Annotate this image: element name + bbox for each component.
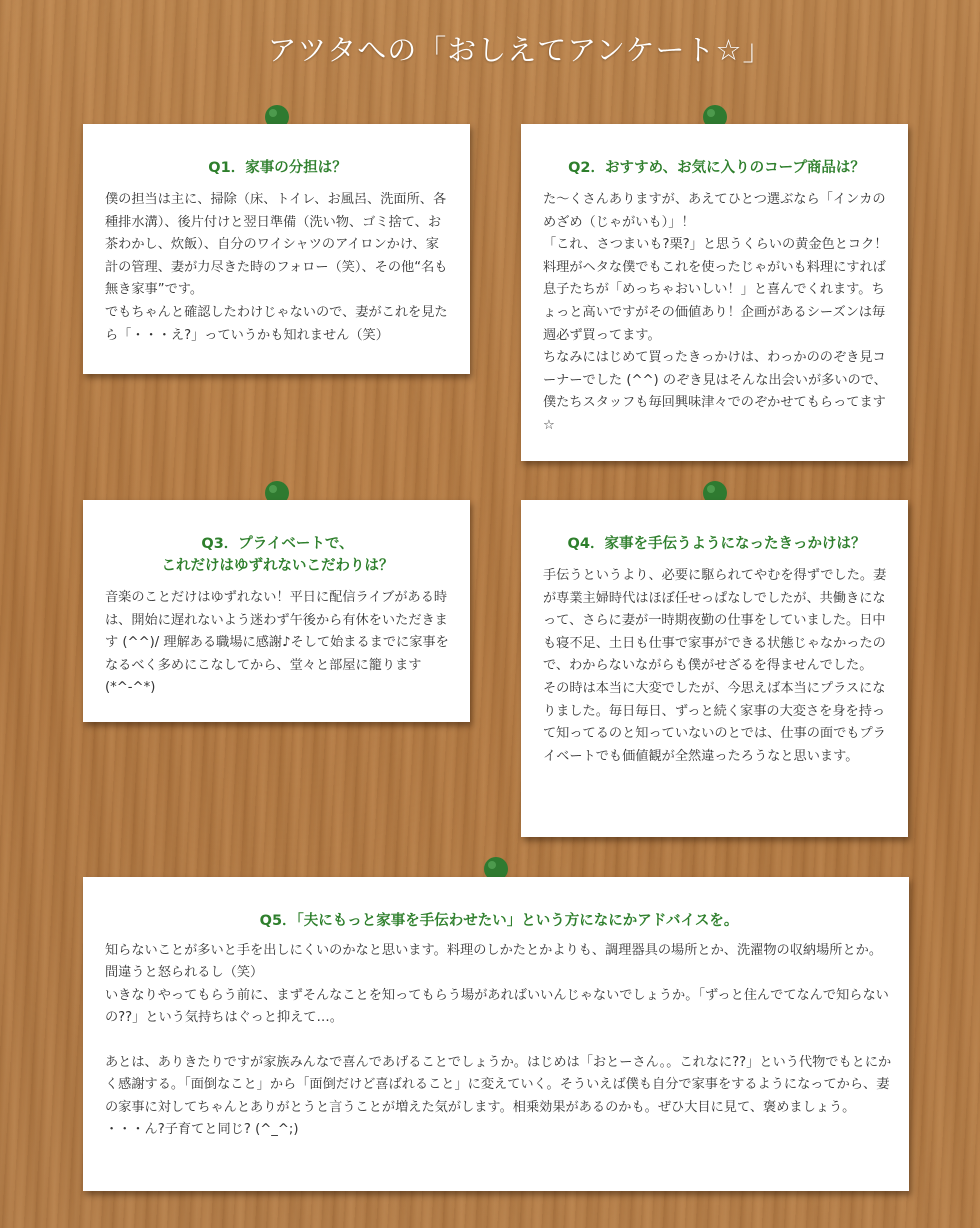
answer-text: 手伝うというより、必要に駆られてやむを得ずでした。妻が専業主婦時代はほぼ任せっぱなしでしたが、共働きになって、さらに妻が一時期夜勤の仕事をしていました。日中も寝不足、土日も仕事で家事ができる状態じゃなかったので、わからないながらも僕がせざるを得ませんでした。 その時は本当に大変でしたが、今思えば本当にプラスになりました。毎日毎日、ずっと続く家事の大変さを身を持って知ってるのと知っていないのとでは、仕事の面でもプライベートでも価値観が全然違ったろうなと思います。 xyxy=(543,568,887,764)
question-card-q3 xyxy=(83,500,470,722)
question-card-q4 xyxy=(521,500,908,837)
answer-text: た～くさんありますが、あえてひとつ選ぶなら「インカのめざめ（じゃがいも）」！ 「これ、さつまいも?栗?」と思うくらいの黄金色とコク！料理がヘタな僕でもこれを使ったじゃがいも料理にすれば息子たちが「めっちゃおいしい！」と喜んでくれます。ちょっと高いですがその価値あり！企画があるシーズンは毎週必ず買ってます。 ちなみにはじめて買ったきっかけは、わっかののぞき見コーナーでした (^^) のぞき見はそんな出会いが多いので、僕たちスタッフも毎回興味津々でのぞかせてもらってます☆ xyxy=(543,192,888,433)
question-heading: Q4．家事を手伝うようになったきっかけは？ xyxy=(567,536,866,552)
answer-text: 知らないことが多いと手を出しにくいのかなと思います。料理のしかたとかよりも、調理器具の場所とか、洗濯物の収納場所とか。間違うと怒られるし（笑） いきなりやってもらう前に、まずそんなことを知ってもらう場があればいいんじゃないでしょうか。「ずっと住んでてなんで知らないの??」という気持ちはぐっと抑えて…。 あとは、ありきたりですが家族みんなで喜んであげることでしょうか。はじめは「おとーさん。。これなに??」という代物でもとにかく感謝する。「面倒なこと」から「面倒だけど喜ばれること」に変えていく。そういえば僕も自分で家事をするようになってから、妻の家事に対してちゃんとありがとうと言うことが増えた気がします。相乗効果があるのかも。ぜひ大目に見て、褒めましょう。 ・・・ん?子育てと同じ? (^_^;) xyxy=(105,943,892,1138)
answer-text: 僕の担当は主に、掃除（床、トイレ、お風呂、洗面所、各種排水溝）、後片付けと翌日準備（洗い物、ゴミ捨て、お茶わかし、炊飯）、自分のワイシャツのアイロンかけ、家計の管理、妻が力尽きた時のフォロー（笑）、その他“名も無き家事”です。 でもちゃんと確認したわけじゃないので、妻がこれを見たら「・・・え?」っていうかも知れません（笑） xyxy=(105,192,448,343)
question-card-q5 xyxy=(83,877,909,1191)
question-heading: Q2．おすすめ、お気に入りのコープ商品は？ xyxy=(568,160,865,176)
answer-text: 音楽のことだけはゆずれない！平日に配信ライブがある時は、開始に遅れないよう迷わず午後から有休をいただきます (^^)/ 理解ある職場に感謝♪そして始まるまでに家事をなるべく多めにこなしてから、堂々と部屋に籠ります (*^-^*) xyxy=(105,590,449,696)
question-heading: Q1．家事の分担は？ xyxy=(208,160,347,176)
question-card-q1 xyxy=(83,124,470,374)
page-title: アツタへの「おしえてアンケート☆」 xyxy=(267,33,773,67)
question-card-q2 xyxy=(521,124,908,461)
question-heading: Q3．プライベートで、 これだけはゆずれないこだわりは？ xyxy=(161,536,394,574)
question-heading: Q5．「夫にもっと家事を手伝わせたい」という方になにかアドバイスを。 xyxy=(259,913,739,929)
